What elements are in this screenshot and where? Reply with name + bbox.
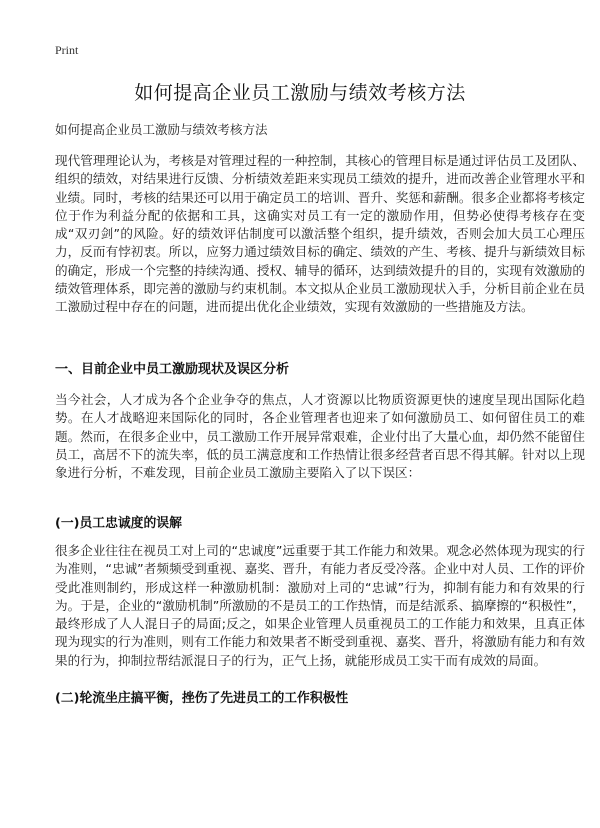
document-subtitle: 如何提高企业员工激励与绩效考核方法	[55, 122, 268, 137]
document-title: 如何提高企业员工激励与绩效考核方法	[134, 82, 466, 104]
section-1-heading: 一、目前企业中员工激励现状及误区分析	[55, 362, 290, 377]
print-link[interactable]: Print	[55, 43, 79, 57]
subsection-1-heading: (一)员工忠诚度的误解	[55, 516, 182, 531]
section-1-paragraph: 当今社会，人才成为各个企业争夺的焦点，人才资源以比物质资源更快的速度呈现出国际化趋势。在人才战略迎来国际化的同时，各企业管理者也迎来了如何激励员工、如何留住员工的难题。然而，在很多企业中，员工激励工作开展异常艰难，企业付出了大量心血，却仍然不能留住员工，高居不下的流失率，低的员工满意度和工作热情让很多经营者百思不得其解。针对以上现象进行分析，不难发现，目前企业员工激励主要陷入了以下误区：	[55, 392, 585, 481]
subsection-2-heading: (二)轮流坐庄搞平衡，挫伤了先进员工的工作积极性	[55, 691, 349, 706]
intro-paragraph: 现代管理理论认为，考核是对管理过程的一种控制，其核心的管理目标是通过评估员工及团队、组织的绩效，对结果进行反馈、分析绩效差距来实现员工绩效的提升，进而改善企业管理水平和业绩。同时，考核的结果还可以用于确定员工的培训、晋升、奖惩和薪酬。很多企业都将考核定位于作为利益分配的依据和工具，这确实对员工有一定的激励作用，但势必使得考核存在变成“双刃剑”的风险。好的绩效评估制度可以激活整个组织，提升绩效，否则会加大员工心理压力，反而有悖初衷。所以，应努力通过绩效目标的确定、绩效的产生、考核、提升与新绩效目标的确定，形成一个完整的持续沟通、授权、辅导的循环，达到绩效提升的目的，实现有效激励的绩效管理体系，即完善的激励与约束机制。本文拟从企业员工激励现状入手，分析目前企业在员工激励过程中存在的问题，进而提出优化企业绩效，实现有效激励的一些措施及方法。	[55, 153, 585, 315]
subsection-1-paragraph: 很多企业往往在视员工对上司的“忠诚度”远重要于其工作能力和效果。观念必然体现为现实的行为准则，“忠诚”者频频受到重视、嘉奖、晋升，有能力者反受冷落。企业中对人员、工作的评价受此准则制约，形成这样一种激励机制：激励对上司的“忠诚”行为，抑制有能力和有效果的行为。于是，企业的“激励机制”所激励的不是员工的工作热情，而是结派系、搞摩擦的“积极性”，最终形成了人人混日子的局面;反之，如果企业管理人员重视员工的工作能力和效果，且真正体现为现实的行为准则，则有工作能力和效果者不断受到重视、嘉奖、晋升，将激励有能力和有效果的行为，抑制拉帮结派混日子的行为，正气上扬，就能形成员工实干而有成效的局面。	[55, 543, 585, 668]
